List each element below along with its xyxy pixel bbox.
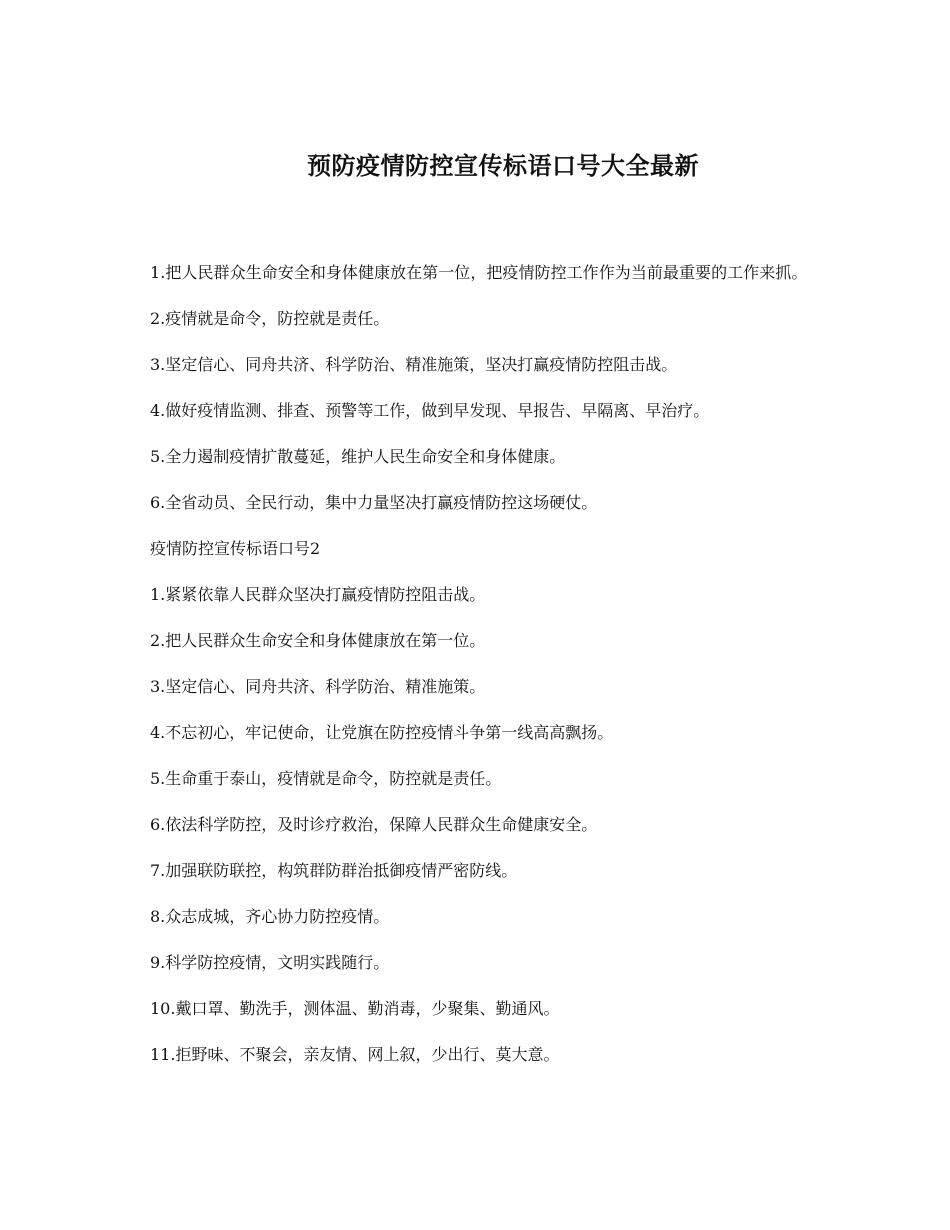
section-heading: 疫情防控宣传标语口号2 xyxy=(150,539,321,558)
paragraph: 3.坚定信心、同舟共济、科学防治、精准施策，坚决打赢疫情防控阻击战。 xyxy=(150,355,678,374)
paragraph: 7.加强联防联控，构筑群防群治抵御疫情严密防线。 xyxy=(150,861,518,880)
paragraph: 6.全省动员、全民行动，集中力量坚决打赢疫情防控这场硬仗。 xyxy=(150,493,598,512)
paragraph: 2.疫情就是命令，防控就是责任。 xyxy=(150,309,390,328)
paragraph: 1.紧紧依靠人民群众坚决打赢疫情防控阻击战。 xyxy=(150,585,486,604)
paragraph: 9.科学防控疫情，文明实践随行。 xyxy=(150,953,390,972)
paragraph: 8.众志成城，齐心协力防控疫情。 xyxy=(150,907,390,926)
paragraph: 11.拒野味、不聚会，亲友情、网上叙，少出行、莫大意。 xyxy=(150,1045,560,1064)
paragraph: 2.把人民群众生命安全和身体健康放在第一位。 xyxy=(150,631,486,650)
paragraph: 4.不忘初心，牢记使命，让党旗在防控疫情斗争第一线高高飘扬。 xyxy=(150,723,614,742)
paragraph: 1.把人民群众生命安全和身体健康放在第一位，把疫情防控工作作为当前最重要的工作来抓。 xyxy=(150,263,808,282)
paragraph: 10.戴口罩、勤洗手，测体温、勤消毒，少聚集、勤通风。 xyxy=(150,999,560,1018)
paragraph: 6.依法科学防控，及时诊疗救治，保障人民群众生命健康安全。 xyxy=(150,815,598,834)
paragraph: 4.做好疫情监测、排查、预警等工作，做到早发现、早报告、早隔离、早治疗。 xyxy=(150,401,710,420)
paragraph: 5.全力遏制疫情扩散蔓延，维护人民生命安全和身体健康。 xyxy=(150,447,566,466)
document-body xyxy=(113,258,838,1086)
paragraph: 3.坚定信心、同舟共济、科学防治、精准施策。 xyxy=(150,677,486,696)
paragraph: 5.生命重于泰山，疫情就是命令，防控就是责任。 xyxy=(150,769,502,788)
document-title: 预防疫情防控宣传标语口号大全最新 xyxy=(307,151,699,180)
